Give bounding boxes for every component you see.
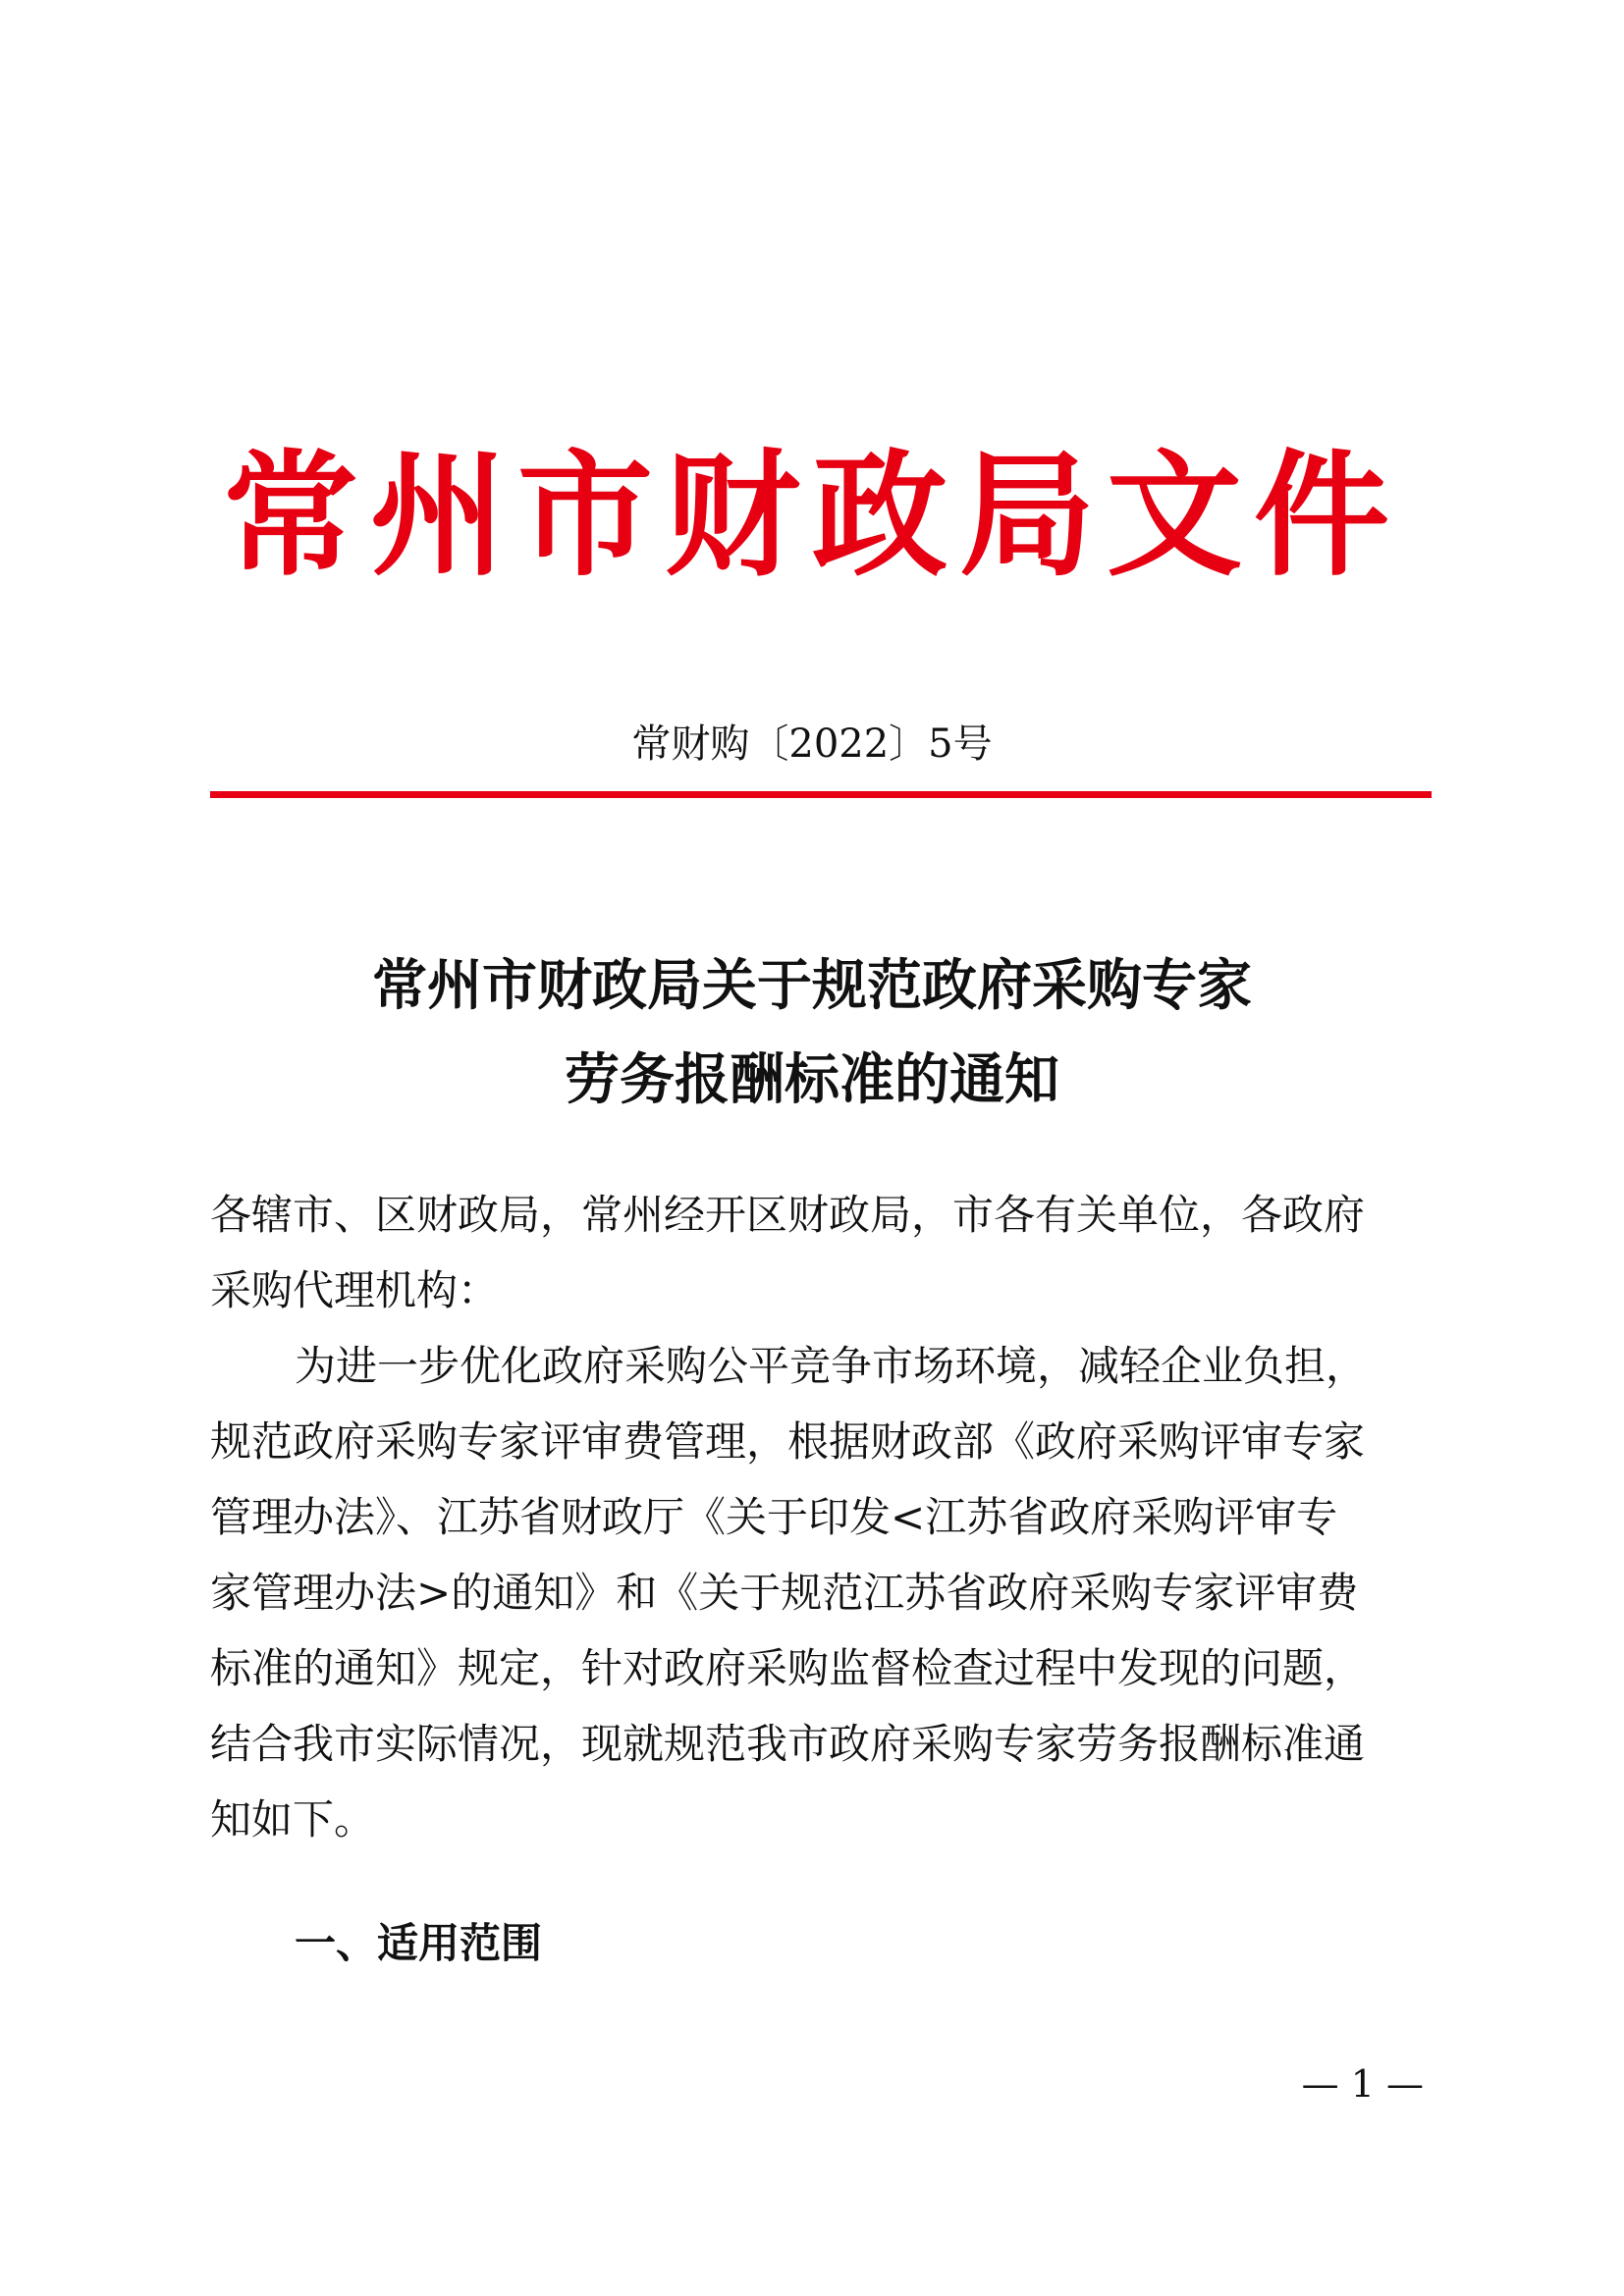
- notice-title-line-2: 劳务报酬标准的通知: [565, 1047, 1059, 1112]
- body-paragraph-line: 家管理办法>的通知》和《关于规范江苏省政府采购专家评审费: [210, 1569, 1359, 1617]
- body-paragraph-line: 结合我市实际情况，现就规范我市政府采购专家劳务报酬标准通: [210, 1720, 1366, 1768]
- page-number: — 1 —: [1301, 2062, 1424, 2106]
- document-masthead: 常州市财政局文件: [222, 435, 1401, 595]
- body-paragraph-line: 规范政府采购专家评审费管理，根据财政部《政府采购评审专家: [210, 1417, 1366, 1466]
- body-paragraph-line: 管理办法》、江苏省财政厅《关于印发<江苏省政府采购评审专: [210, 1493, 1338, 1541]
- body-paragraph-line: 标准的通知》规定，针对政府采购监督检查过程中发现的问题，: [210, 1644, 1366, 1692]
- addressees-line-1: 各辖市、区财政局，常州经开区财政局，市各有关单位，各政府: [210, 1191, 1366, 1239]
- body-paragraph-line: 知如下。: [210, 1795, 376, 1843]
- body-paragraph-line: 为进一步优化政府采购公平竞争市场环境，减轻企业负担，: [295, 1342, 1368, 1390]
- notice-title-line-1: 常州市财政局关于规范政府采购专家: [372, 953, 1252, 1018]
- section-heading: 一、适用范围: [295, 1919, 543, 1967]
- addressees-line-2: 采购代理机构：: [210, 1266, 500, 1314]
- red-separator-line: [210, 791, 1432, 798]
- document-number: 常财购〔2022〕5号: [631, 721, 993, 767]
